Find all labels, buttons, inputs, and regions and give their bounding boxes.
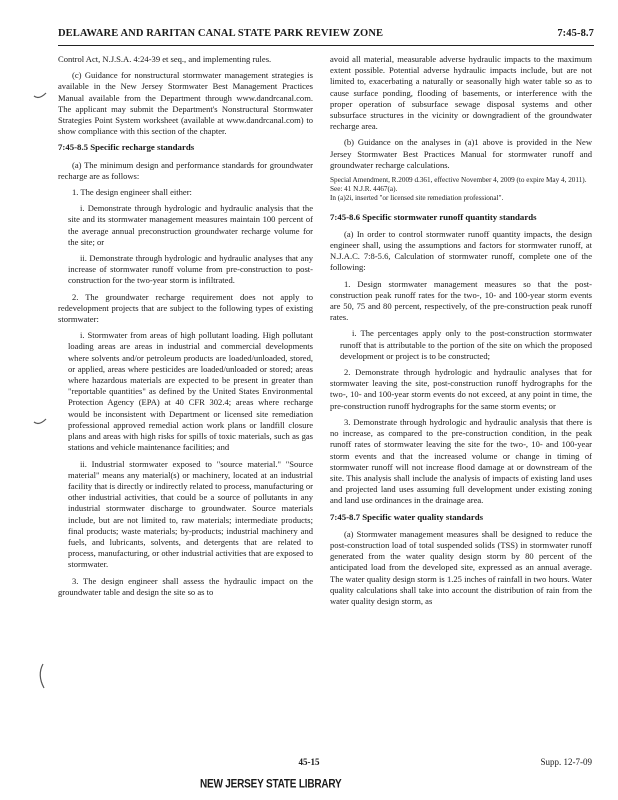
paragraph: 3. The design engineer shall assess the hydraulic impact on the groundwater table and design the site so as to bbox=[58, 575, 313, 597]
paragraph: 1. The design engineer shall either: bbox=[72, 187, 192, 198]
note-line: Special Amendment, R.2009 d.361, effective November 4, 2009 (to expire May 4, 2011). bbox=[330, 176, 587, 185]
paragraph: ii. Industrial stormwater exposed to "source material." "Source material" means any material(s) or machinery, located at an industrial facility that is directly or indirectly related to process, manufacturing or other industrial activities, that could be a source of pollutants in any industrial stormwater discharge to groundwater. Source materials include, but are not limited to, raw materials; intermediate products; final products; waste materials; by-products; industrial machinery and fuels, and lubricants, solvents, and detergents that are related to process, manufacturing, or other industrial activities that are exposed to stormwater. bbox=[68, 458, 313, 570]
header-title: DELAWARE AND RARITAN CANAL STATE PARK REVIEW ZONE bbox=[58, 28, 384, 39]
section-heading: 7:45-8.7 Specific water quality standards bbox=[330, 511, 484, 522]
margin-mark bbox=[33, 92, 47, 100]
margin-mark bbox=[33, 418, 47, 426]
header-rule bbox=[58, 45, 594, 46]
amendment-note bbox=[330, 176, 592, 204]
paragraph: 1. Design stormwater management measures so that the post-construction peak runoff rates for the two-, 10- and 100-year storm events are 50, 75 and 80 percent, respectively, of the pre-construction peak runoff rates. bbox=[330, 278, 592, 323]
paragraph: 3. Demonstrate through hydrologic and hydraulic analysis that there is no increase, as compared to the pre-construction condition, in the peak runoff rates of stormwater leaving the site for the two-, 10- and 100-year storm events and that the increased volume or change in timing of stormwater runoff will not increase flood damage at or downstream of the site. This analysis shall include the analysis of impacts of existing land uses and projected land uses assuming full development under existing zoning and land use ordinances in the drainage area. bbox=[330, 416, 592, 506]
note-line: See: 41 N.J.R. 4467(a). bbox=[330, 185, 398, 194]
paragraph: 2. Demonstrate through hydrologic and hydraulic analyses that for stormwater leaving the site, post-construction runoff hydrographs for the two-, 10- and 100-year storm events do not exceed, at any point in time, the pre-construction runoff hydrographs for the same storm events; or bbox=[330, 367, 592, 411]
paragraph: i. The percentages apply only to the post-construction stormwater runoff that is attributable to the portion of the site on which the proposed development or project is to be constructed; bbox=[340, 328, 592, 361]
library-stamp: NEW JERSEY STATE LIBRARY bbox=[200, 778, 342, 791]
paragraph: avoid all material, measurable adverse hydraulic impacts to the maximum extent possible. Potential adverse hydraulic impacts include, but are not limited to, exacerbating a naturally or seasonally high water table so as to cause surface ponding, flooding of basements, or interference with the proper operation of subsurface sewage disposal systems and other subsurface structures in the vicinity or downgradient of the groundwater recharge area. bbox=[330, 54, 592, 132]
supplement-date: Supp. 12-7-09 bbox=[540, 757, 592, 767]
margin-mark bbox=[36, 663, 46, 689]
paragraph: (c) Guidance for nonstructural stormwater management strategies is available in the New Jersey Stormwater Best Management Practices Manual available from the Department through www.dandrcanal.com. The applicant may submit the Department's Nonstructural Stormwater Strategies Point System worksheet (available at www.dandrcanal.com) to show compliance with this section of the chapter. bbox=[58, 70, 313, 137]
left-column bbox=[58, 54, 313, 603]
paragraph: (a) Stormwater management measures shall be designed to reduce the post-construction load of total suspended solids (TSS) in stormwater runoff generated from the water quality design storm by 80 percent of the anticipated load from the developed site, expressed as an annual average. The water quality design storm is 1.25 inches of rainfall in two hours. Water quality calculations shall take into account the distribution of rain from the water quality design storm, as bbox=[330, 528, 592, 606]
section-heading: 7:45-8.6 Specific stormwater runoff quantity standards bbox=[330, 211, 537, 222]
paragraph: (b) Guidance on the analyses in (a)1 above is provided in the New Jersey Stormwater Best Practices Manual for stormwater runoff and groundwater recharge calculations. bbox=[330, 137, 592, 170]
note-line: In (a)2i, inserted "or licensed site remediation professional". bbox=[330, 194, 504, 203]
paragraph: Control Act, N.J.S.A. 4:24-39 et seq., and implementing rules. bbox=[58, 54, 272, 64]
page-number: 45-15 bbox=[298, 757, 320, 767]
running-header bbox=[58, 28, 594, 42]
section-heading: 7:45-8.5 Specific recharge standards bbox=[58, 142, 195, 153]
paragraph: i. Demonstrate through hydrologic and hydraulic analysis that the site and its stormwater management measures maintain 100 percent of the average annual preconstruction groundwater recharge volume for the site; or bbox=[68, 203, 313, 247]
paragraph: (a) The minimum design and performance standards for groundwater recharge are as follows: bbox=[58, 159, 313, 181]
paragraph: ii. Demonstrate through hydrologic and hydraulic analyses that any increase of stormwater runoff volume from pre-construction to post-construction for the two-year storm is infiltrated. bbox=[68, 253, 313, 286]
paragraph: 2. The groundwater recharge requirement does not apply to redevelopment projects that are subject to the following types of existing stormwater: bbox=[58, 291, 313, 325]
right-column bbox=[330, 54, 592, 612]
paragraph: i. Stormwater from areas of high pollutant loading. High pollutant loading areas are areas in industrial and commercial developments where solvents and/or petroleum products are loaded/unloaded, stored, or applied, areas where pesticides are loaded/unloaded or stored; areas where hazardous materials are expected to be present in greater than "reportable quantities" as defined by the United States Environmental Protection Agency (EPA) at 40 CFR 302.4; areas where recharge would be inconsistent with Department or licensed site remediation professional approved remedial action work plans or landfill closure plans and areas with high risks for spills of toxic materials, such as gas stations and vehicle maintenance facilities; and bbox=[68, 330, 313, 453]
paragraph: (a) In order to control stormwater runoff quantity impacts, the design engineer shall, using the assumptions and factors for stormwater runoff, at N.J.A.C. 7:8-5.6, Calculation of stormwater runoff, complete one of the following: bbox=[330, 228, 592, 273]
header-section-number: 7:45-8.7 bbox=[557, 28, 594, 39]
